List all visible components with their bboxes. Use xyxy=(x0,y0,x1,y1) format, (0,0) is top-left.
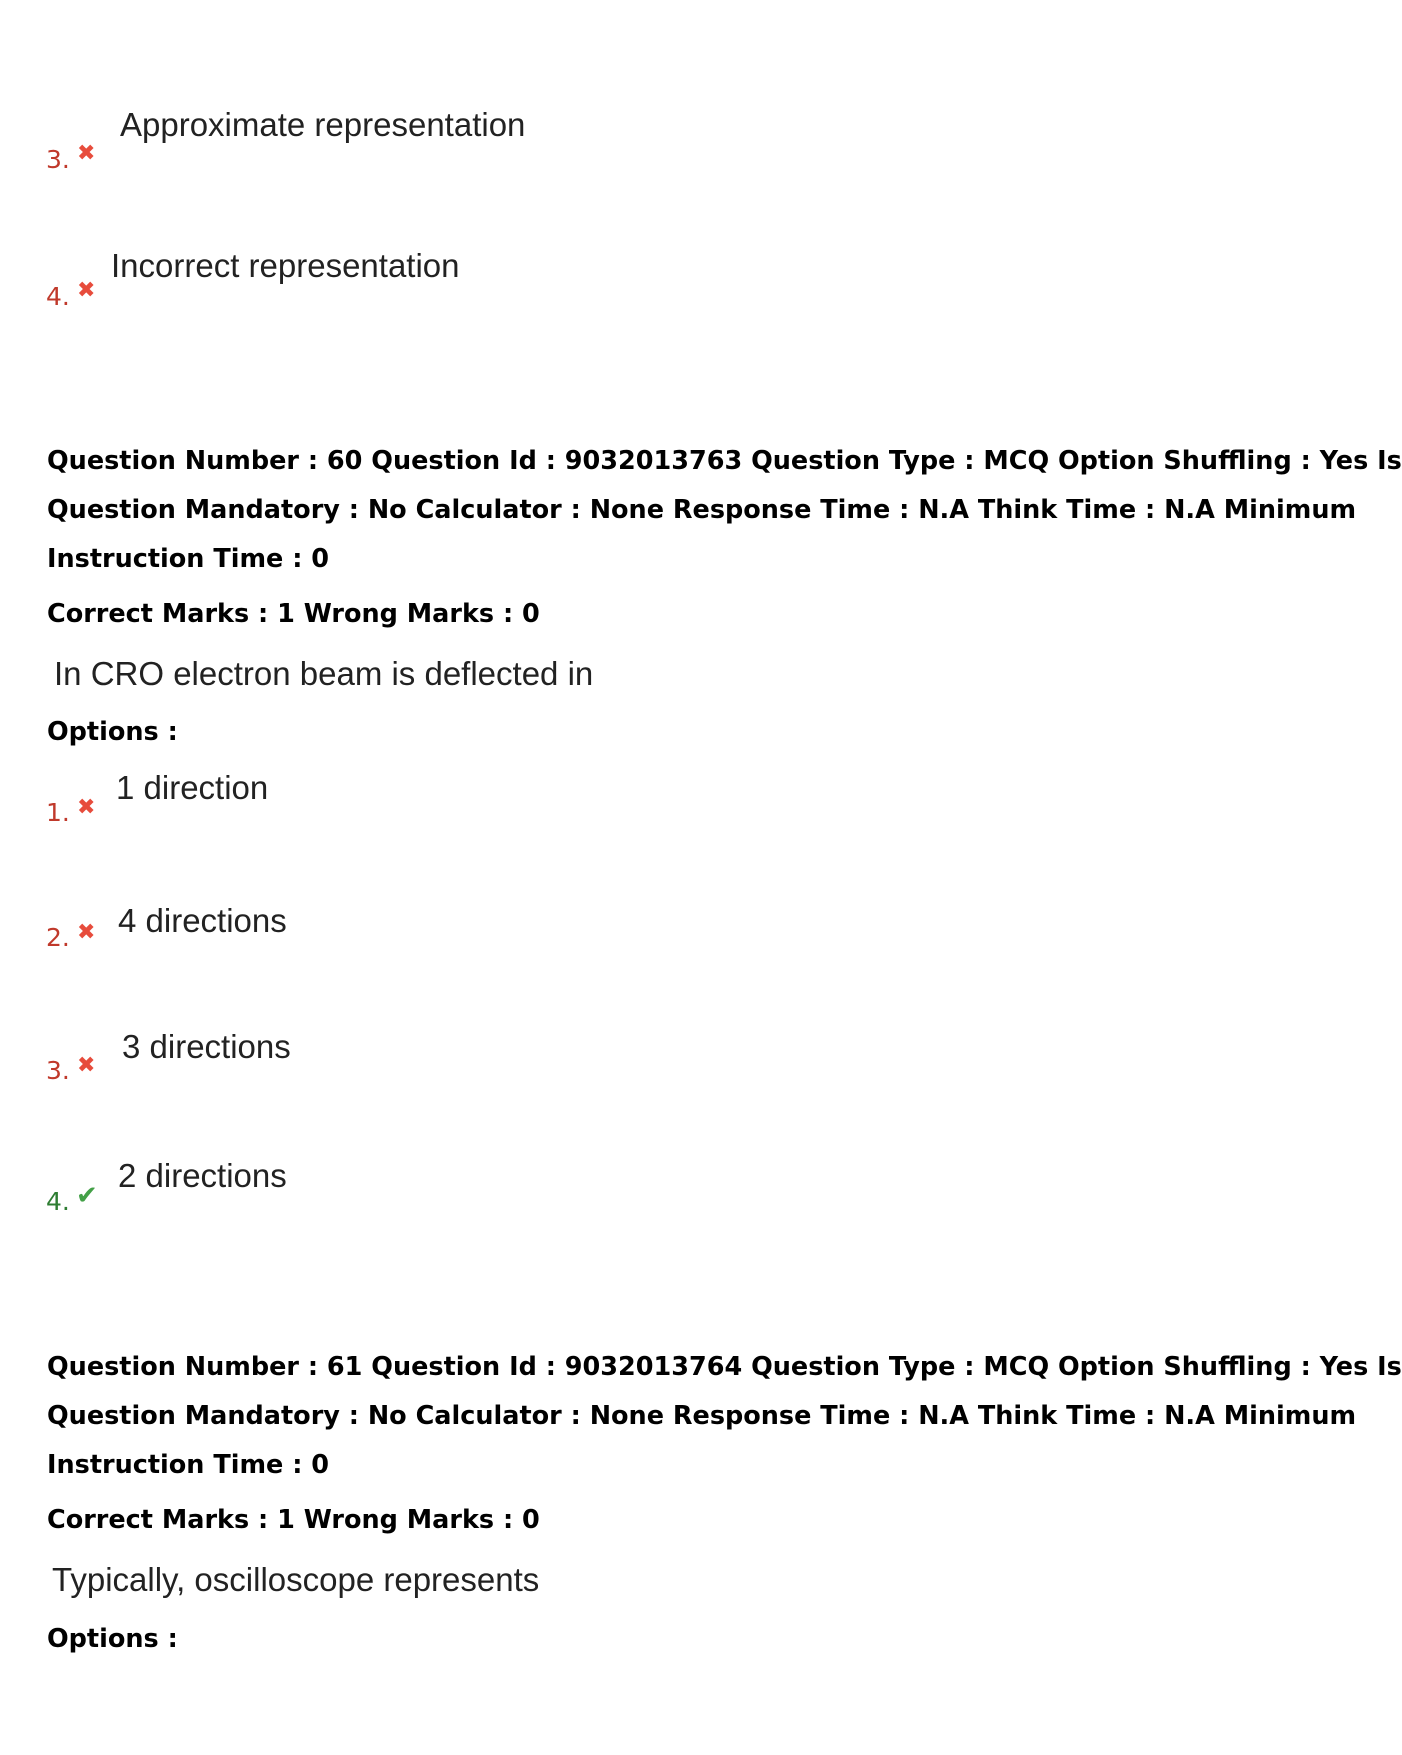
cross-icon: ✖ xyxy=(77,1053,96,1078)
option-text: Approximate representation xyxy=(120,106,526,143)
option-text: 3 directions xyxy=(122,1028,291,1065)
option-number: 3. xyxy=(46,1056,70,1085)
option-text: Incorrect representation xyxy=(111,247,460,284)
option-text: 1 direction xyxy=(116,769,269,806)
meta-line: Question Number : 60 Question Id : 9032013763 Question Type : MCQ Option Shuffling : Yes Is xyxy=(47,446,1402,476)
option-number: 1. xyxy=(46,798,70,827)
options-label: Options : xyxy=(47,717,178,747)
meta-line: Question Mandatory : No Calculator : None Response Time : N.A Think Time : N.A Minimum xyxy=(47,1401,1357,1431)
cross-icon: ✖ xyxy=(77,920,96,945)
question-text: In CRO electron beam is deflected in xyxy=(54,655,594,692)
cross-icon: ✖ xyxy=(77,278,96,303)
options-label: Options : xyxy=(47,1624,178,1654)
question-meta xyxy=(47,1343,1402,1490)
option-text: 2 directions xyxy=(118,1157,287,1194)
meta-line: Question Number : 61 Question Id : 9032013764 Question Type : MCQ Option Shuffling : Yes Is xyxy=(47,1352,1402,1382)
option-number: 3. xyxy=(46,145,70,174)
option-number: 2. xyxy=(46,923,70,952)
question-meta xyxy=(47,437,1402,584)
meta-line: Instruction Time : 0 xyxy=(47,544,330,574)
marks-info: Correct Marks : 1 Wrong Marks : 0 xyxy=(47,599,540,629)
meta-line: Instruction Time : 0 xyxy=(47,1450,330,1480)
option-text: 4 directions xyxy=(118,902,287,939)
option-number: 4. xyxy=(46,1187,70,1216)
question-text: Typically, oscilloscope represents xyxy=(52,1561,540,1598)
marks-info: Correct Marks : 1 Wrong Marks : 0 xyxy=(47,1505,540,1535)
meta-line: Question Mandatory : No Calculator : None Response Time : N.A Think Time : N.A Minimum xyxy=(47,495,1357,525)
option-number: 4. xyxy=(46,282,70,311)
check-icon: ✔ xyxy=(76,1181,98,1211)
cross-icon: ✖ xyxy=(77,795,96,820)
cross-icon: ✖ xyxy=(77,141,96,166)
